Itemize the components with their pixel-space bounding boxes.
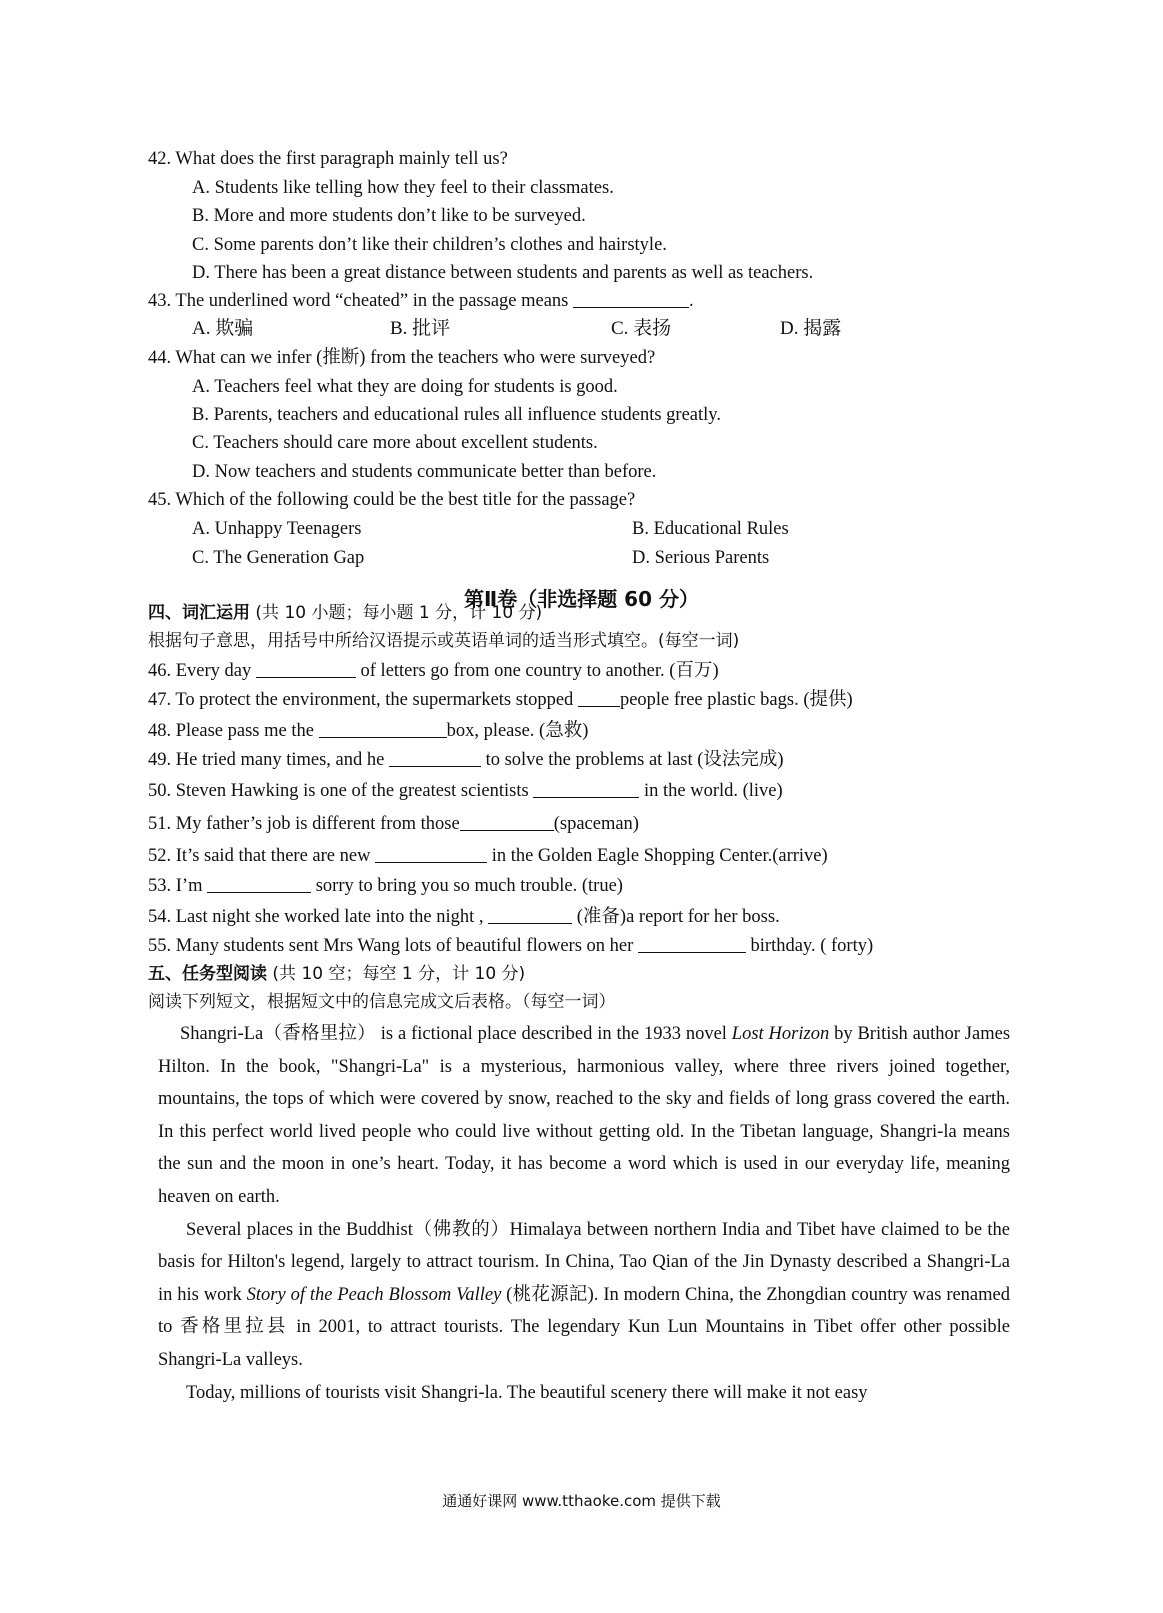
vocab-item-text: in the Golden Eagle Shopping Center.(arrive) [487,846,828,866]
vocab-item-text: box, please. (急救) [446,721,589,741]
question-43-stem [148,289,694,313]
vocab-item-text: of letters go from one country to another. (百万) [355,661,719,681]
passage-paragraph-2 [158,1214,1010,1377]
answer-blank [638,934,746,953]
vocab-item-46 [148,659,719,683]
question-43-stem-end: . [689,291,694,311]
vocab-item-50 [148,779,783,803]
passage-paragraph-1 [158,1018,1010,1214]
question-44-stem: 44. What can we infer (推断) from the teachers who were surveyed? [148,348,656,368]
vocab-item-text: 49. He tried many times, and he [148,750,389,770]
question-44-option-d: D. Now teachers and students communicate better than before. [192,462,657,482]
answer-blank [460,812,554,831]
vocab-item-text: 51. My father’s job is different from those [148,814,460,834]
passage-text: by British author James Hilton. In the book, "Shangri-La" is a mysterious, harmonious valley, where three rivers joined together, mountains, the tops of which were covered by snow, reached to the sky and fields of long grass covered the earth. In this perfect world lived people who could live without getting old. In the Tibetan language, Shangri-la means the sun and the moon in one’s heart. Today, it has become a word which is used in our everyday life, meaning heaven on earth. [158,1024,1011,1207]
vocab-item-text: 52. It’s said that there are new [148,846,376,866]
question-45-stem: 45. Which of the following could be the best title for the passage? [148,490,636,510]
question-42-stem: 42. What does the first paragraph mainly tell us? [148,149,508,169]
question-43-option-b: B. 批评 [390,318,451,339]
question-45-option-c: C. The Generation Gap [192,548,365,568]
question-44-option-a: A. Teachers feel what they are doing for students is good. [192,377,618,397]
vocab-item-54 [148,905,780,929]
question-43-option-d: D. 揭露 [780,318,842,339]
vocab-item-text: 55. Many students sent Mrs Wang lots of beautiful flowers on her [148,936,638,956]
answer-blank [389,748,481,767]
answer-blank [578,688,620,707]
vocab-item-47 [148,688,853,712]
answer-blank [573,289,689,308]
section-5-heading [148,962,525,986]
question-42-option-d: D. There has been a great distance between students and parents as well as teachers. [192,263,814,283]
page-footer: 通通好课网 www.tthaoke.com 提供下载 [442,1492,721,1510]
vocab-item-text: 48. Please pass me the [148,721,319,741]
vocab-item-text: to solve the problems at last (设法完成) [480,750,784,770]
vocab-item-text: in the world. (live) [639,781,783,801]
vocab-item-49 [148,748,784,772]
vocab-item-text: 50. Steven Hawking is one of the greatest scientists [148,781,534,801]
vocab-item-text: people free plastic bags. (提供) [619,690,853,710]
section-4-score-note: (共 10 小题；每小题 1 分，计 10 分) [250,603,543,623]
question-44-option-c: C. Teachers should care more about excellent students. [192,433,598,453]
vocab-item-text: sorry to bring you so much trouble. (true) [311,876,623,896]
question-42-option-a: A. Students like telling how they feel to their classmates. [192,178,614,198]
answer-blank [207,874,311,893]
section-5-instruction: 阅读下列短文，根据短文中的信息完成文后表格。（每空一词） [148,992,616,1012]
section-4-heading [148,601,542,625]
passage-paragraph-3: Today, millions of tourists visit Shangri-la. The beautiful scenery there will make it not easy [186,1382,868,1403]
question-44-option-b: B. Parents, teachers and educational rules all influence students greatly. [192,405,721,425]
section-4-instruction: 根据句子意思，用括号中所给汉语提示或英语单词的适当形式填空。(每空一词) [148,631,740,651]
question-42-option-b: B. More and more students don’t like to be surveyed. [192,206,586,226]
novel-title: Lost Horizon [731,1024,830,1044]
reading-passage [158,1018,1010,1409]
vocab-item-52 [148,844,828,868]
vocab-item-text: (spaceman) [553,814,639,834]
vocab-item-text: 47. To protect the environment, the supermarkets stopped [148,690,578,710]
answer-blank [488,905,572,924]
question-43-option-c: C. 表扬 [611,318,672,339]
vocab-item-text: (准备)a report for her boss. [572,907,780,927]
vocab-item-text: birthday. ( forty) [745,936,874,956]
vocab-item-55 [148,934,873,958]
question-45-option-a: A. Unhappy Teenagers [192,519,362,539]
answer-blank [533,779,639,798]
question-45-option-d: D. Serious Parents [632,548,770,568]
answer-blank [319,719,447,738]
section-5-title: 五、任务型阅读 [148,964,267,984]
passage-text: Shangri-La（香格里拉） is a fictional place described in the 1933 novel [180,1024,732,1044]
vocab-item-53 [148,874,623,898]
section-5-score-note: (共 10 空；每空 1 分，计 10 分) [267,964,526,984]
passage-text: (桃花源記). In modern China, the Zhongdian country was renamed to 香格里拉县 in 2001, to attract tourists. The legendary Kun Lun Mountains in Tibet offer other possible Shangri-La valleys. [158,1284,1010,1370]
vocab-item-text: 54. Last night she worked late into the night , [148,907,489,927]
vocab-item-51 [148,812,639,836]
vocab-item-48 [148,719,588,743]
question-45-option-b: B. Educational Rules [632,519,789,539]
question-43-option-a: A. 欺骗 [192,318,254,339]
question-42-option-c: C. Some parents don’t like their children’s clothes and hairstyle. [192,235,667,255]
answer-blank [256,659,356,678]
vocab-item-text: 53. I’m [148,876,208,896]
answer-blank [375,844,487,863]
part-2-title: 第Ⅱ卷（非选择题 60 分） [464,587,699,611]
section-4-title: 四、词汇运用 [148,603,250,623]
passage-text: Several places in the Buddhist（佛教的）Himalaya between northern India and Tibet have claimed to be the basis for Hilton's legend, largely to attract tourism. In China, Tao Qian of the Jin Dynasty described a Shangri-La in his work [158,1219,1010,1305]
work-title: Story of the Peach Blossom Valley [246,1284,502,1305]
question-43-stem-text: 43. The underlined word “cheated” in the passage means [148,291,569,311]
vocab-item-text: 46. Every day [148,661,256,681]
